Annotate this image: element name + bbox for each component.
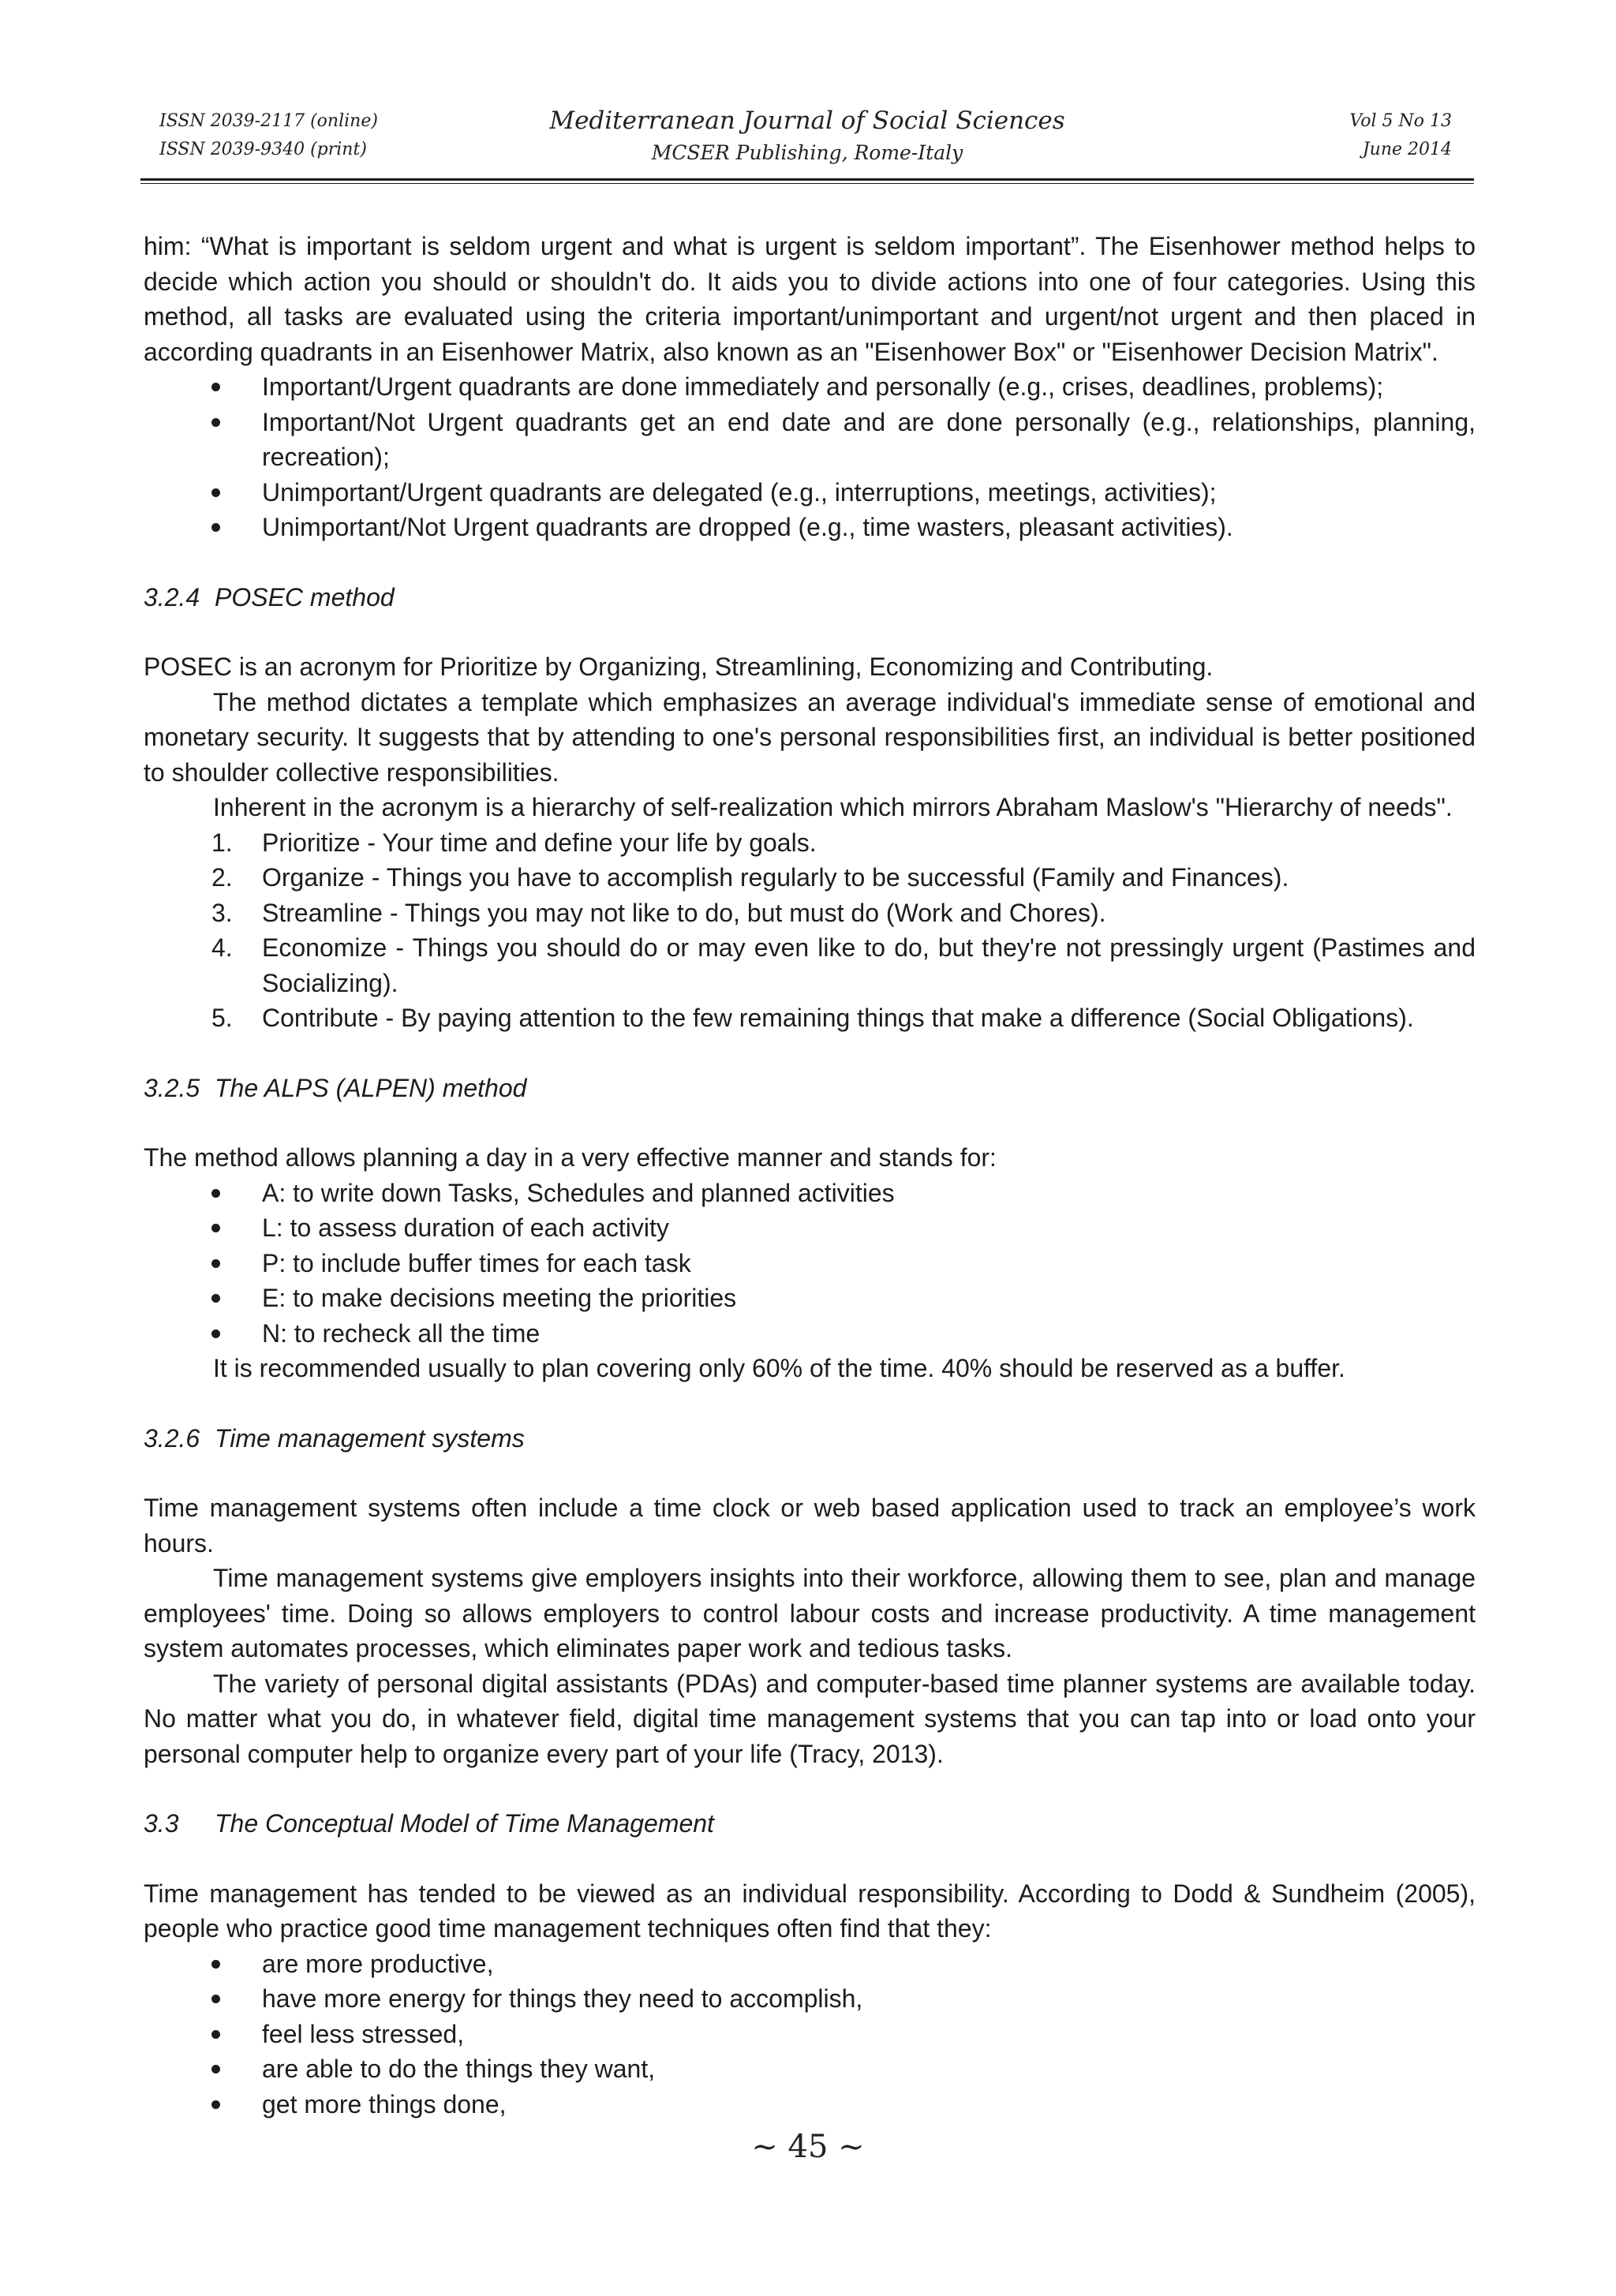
bullet-icon (211, 1960, 220, 1969)
journal-block (140, 104, 1474, 169)
list-item: P: to include buffer times for each task (144, 1246, 1476, 1281)
bullet-icon (211, 1189, 220, 1198)
list-item: Important/Not Urgent quadrants get an end date and are done personally (e.g., relationships, planning, recreation); (144, 405, 1476, 475)
article-body (144, 229, 1476, 2122)
list-item: Important/Urgent quadrants are done immediately and personally (e.g., crises, deadlines, problems); (144, 369, 1476, 405)
publisher: MCSER Publishing, Rome-Italy (651, 141, 963, 164)
alps-bullet-list (144, 1176, 1476, 1352)
list-item: are more productive, (144, 1946, 1476, 1982)
list-item: E: to make decisions meeting the priorities (144, 1281, 1476, 1316)
list-item: Unimportant/Not Urgent quadrants are dropped (e.g., time wasters, pleasant activities). (144, 510, 1476, 545)
journal-title: Mediterranean Journal of Social Sciences (549, 107, 1065, 135)
posec-paragraph-2: The method dictates a template which emphasizes an average individual's immediate sense of emotional and monetary security. It suggests that by attending to one's personal responsibilities first, an individual is better positioned to shoulder collective responsibilities. (144, 687, 1476, 787)
list-item: L: to assess duration of each activity (144, 1210, 1476, 1246)
section-heading-time-management-systems: 3.2.6 Time management systems (144, 1423, 525, 1453)
list-item: 4. Economize - Things you should do or may even like to do, but they're not pressingly urgent (Pastimes and Socializing). (211, 933, 1476, 997)
bullet-icon (211, 488, 220, 497)
list-item: get more things done, (144, 2087, 1476, 2122)
list-item: are able to do the things they want, (144, 2051, 1476, 2087)
list-item: 2. Organize - Things you have to accomplish regularly to be successful (Family and Finances). (211, 863, 1289, 892)
posec-paragraph-3: Inherent in the acronym is a hierarchy of self-realization which mirrors Abraham Maslow's "Hierarchy of needs". (213, 793, 1453, 821)
list-item: 5. Contribute - By paying attention to the few remaining things that make a difference (Social Obligations). (211, 1004, 1414, 1032)
intro-paragraph: him: “What is important is seldom urgent and what is urgent is seldom important”. The Eisenhower method helps to decide which action you should or shouldn't do. It aids you to divide actions into one of four categories. Using this method, all tasks are evaluated using the criteria important/unimportant and urgent/not urgent and then placed in according quadrants in an Eisenhower Matrix, also known as an "Eisenhower Box" or "Eisenhower Decision Matrix". (144, 232, 1476, 366)
bullet-icon (211, 2065, 220, 2074)
bullet-icon (211, 1259, 220, 1268)
conceptual-bullet-list (144, 1946, 1476, 2122)
page-header (140, 104, 1474, 177)
list-item: have more energy for things they need to accomplish, (144, 1981, 1476, 2017)
alps-paragraph-1: The method allows planning a day in a very effective manner and stands for: (144, 1143, 997, 1172)
issue-date: June 2014 (1362, 140, 1452, 159)
bullet-icon (211, 418, 220, 427)
tms-paragraph-1: Time management systems often include a time clock or web based application used to track an employee’s work hours. (144, 1494, 1476, 1557)
page-number: ~ 45 ~ (751, 2129, 865, 2165)
list-item: 1. Prioritize - Your time and define your life by goals. (211, 828, 817, 857)
list-item: A: to write down Tasks, Schedules and planned activities (144, 1176, 1476, 1211)
tms-paragraph-3: The variety of personal digital assistants (PDAs) and computer-based time planner systems are available today. No matter what you do, in whatever field, digital time management systems that you can tap into or load onto your personal computer help to organize every part of your life (Tracy, 2013). (144, 1669, 1476, 1768)
bullet-icon (211, 1995, 220, 2003)
section-heading-posec: 3.2.4 POSEC method (144, 582, 395, 611)
header-rule-thin (140, 183, 1474, 184)
volume: Vol 5 No 13 (1349, 111, 1452, 131)
eisenhower-bullet-list (144, 369, 1476, 545)
list-item: Unimportant/Urgent quadrants are delegated (e.g., interruptions, meetings, activities); (144, 475, 1476, 510)
section-heading-alps: 3.2.5 The ALPS (ALPEN) method (144, 1073, 527, 1102)
section-heading-conceptual-model: 3.3 The Conceptual Model of Time Management (144, 1809, 714, 1838)
issn-online: ISSN 2039-2117 (online) (159, 111, 378, 131)
bullet-icon (211, 383, 220, 391)
alps-paragraph-2: It is recommended usually to plan covering only 60% of the time. 40% should be reserved as a buffer. (213, 1354, 1345, 1382)
posec-paragraph-1: POSEC is an acronym for Prioritize by Organizing, Streamlining, Economizing and Contributing. (144, 653, 1214, 681)
bullet-icon (211, 1224, 220, 1232)
list-item: 3. Streamline - Things you may not like to do, but must do (Work and Chores). (211, 898, 1106, 927)
bullet-icon (211, 2030, 220, 2039)
conceptual-paragraph-1: Time management has tended to be viewed as an individual responsibility. According to Dodd & Sundheim (2005), people who practice good time management techniques often find that they: (144, 1879, 1476, 1943)
issue-block (1349, 107, 1452, 164)
issn-print: ISSN 2039-9340 (print) (159, 140, 367, 159)
tms-paragraph-2: Time management systems give employers insights into their workforce, allowing them to see, plan and manage employees' time. Doing so allows employers to control labour costs and increase productivity. A time management system automates processes, which eliminates paper work and tedious tasks. (144, 1564, 1476, 1662)
bullet-icon (211, 1329, 220, 1338)
list-item: N: to recheck all the time (144, 1316, 1476, 1352)
bullet-icon (211, 2100, 220, 2109)
header-rule-thick (140, 178, 1474, 181)
list-item: feel less stressed, (144, 2017, 1476, 2052)
posec-numbered-list (144, 825, 1476, 1036)
bullet-icon (211, 523, 220, 532)
bullet-icon (211, 1294, 220, 1303)
